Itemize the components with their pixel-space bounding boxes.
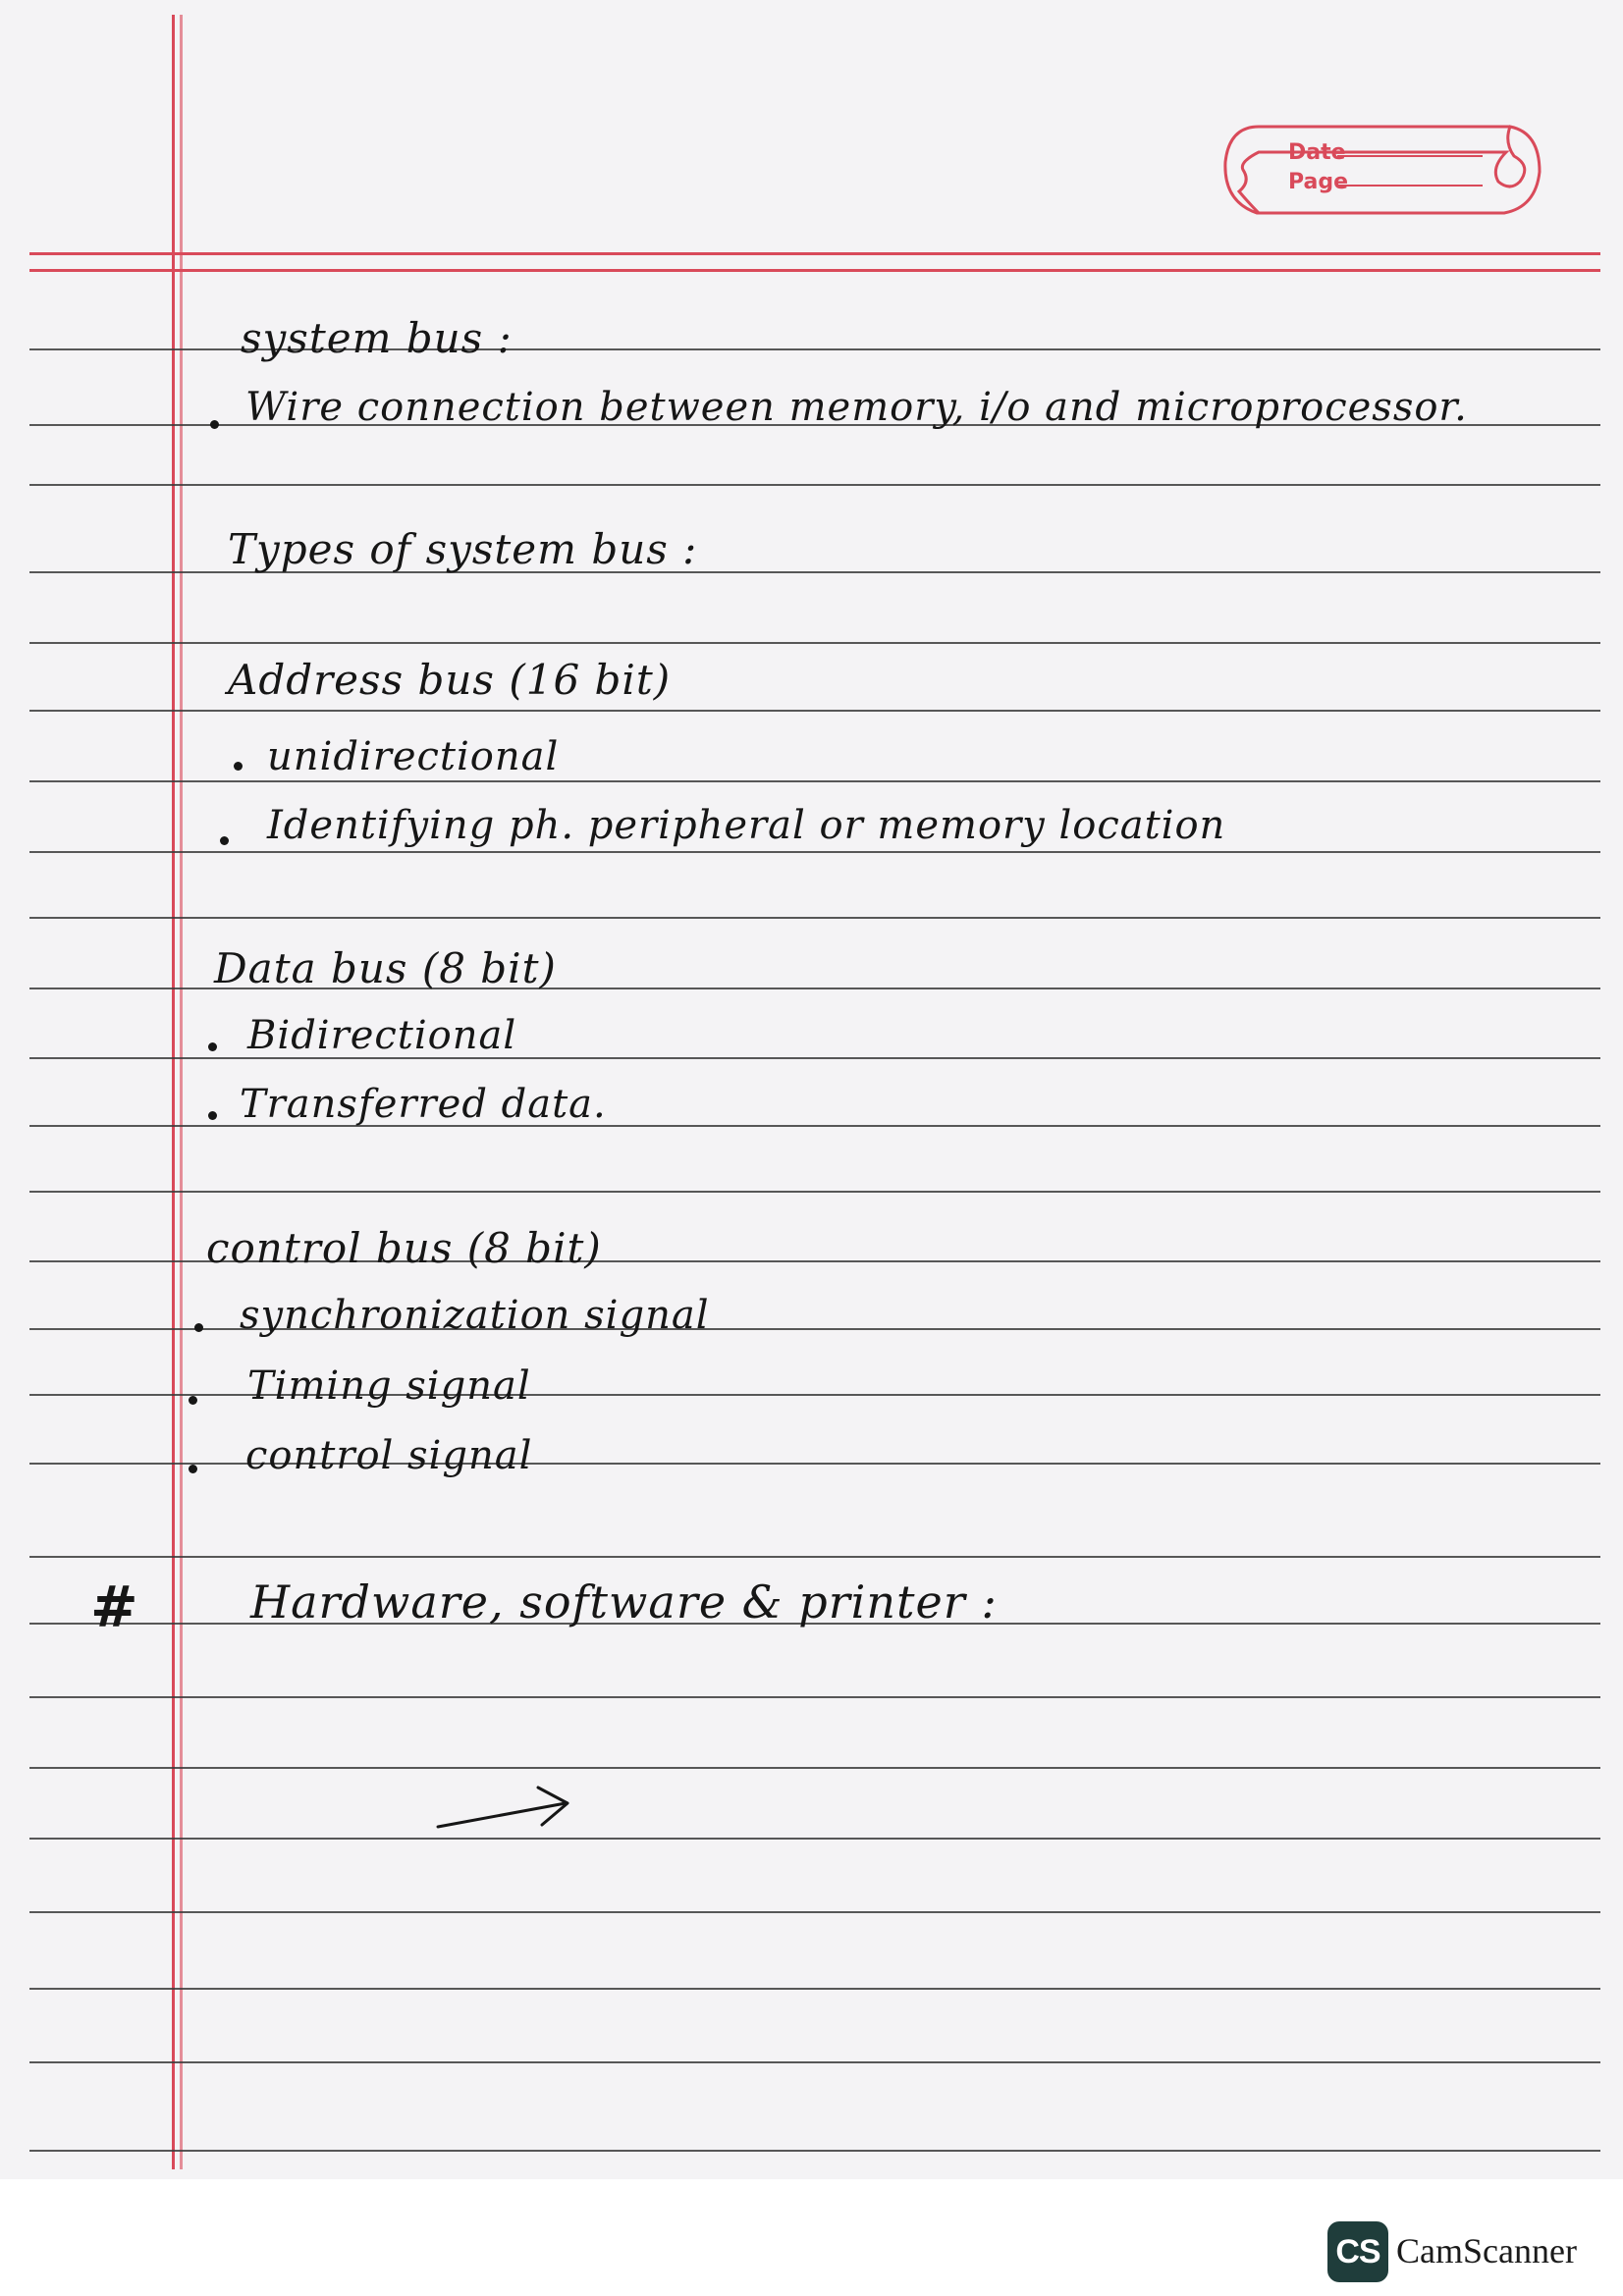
ruled-line [29, 1838, 1600, 1840]
ruled-line [29, 1696, 1600, 1698]
ruled-line [29, 1767, 1600, 1769]
hash-mark-icon: # [90, 1574, 138, 1640]
margin-line [172, 15, 175, 2169]
ruled-line [29, 642, 1600, 644]
data-bus-point: Bidirectional [247, 1013, 517, 1058]
bullet-dot [189, 1396, 197, 1405]
ruled-line [29, 484, 1600, 486]
date-label: Date [1288, 140, 1346, 165]
bullet-dot [194, 1323, 203, 1332]
control-bus-point: synchronization signal [240, 1293, 710, 1338]
margin-line [180, 15, 183, 2169]
header-rule [29, 269, 1600, 272]
bullet-dot [220, 836, 229, 845]
ruled-line [29, 780, 1600, 782]
bullet-dot [189, 1465, 197, 1473]
control-bus-point: control signal [245, 1433, 533, 1478]
bullet-dot [208, 1111, 217, 1120]
camscanner-name: CamScanner [1396, 2231, 1577, 2270]
ruled-line [29, 710, 1600, 712]
data-bus-point: Transferred data. [240, 1082, 607, 1127]
bullet-dot [210, 420, 219, 429]
address-bus-point: unidirectional [267, 734, 560, 779]
bullet-dot [234, 762, 243, 771]
page-label: Page [1288, 170, 1349, 194]
ruled-line [29, 851, 1600, 853]
header-rule [29, 252, 1600, 255]
bullet-dot [208, 1042, 217, 1051]
control-bus-point: Timing signal [247, 1363, 531, 1409]
date-page-badge [1219, 113, 1543, 227]
ruled-line [29, 2150, 1600, 2152]
ruled-line [29, 1191, 1600, 1193]
address-bus-title: Address bus (16 bit) [228, 656, 672, 704]
ruled-line [29, 1988, 1600, 1990]
heading-types: Types of system bus : [228, 525, 698, 573]
ruled-line [29, 2061, 1600, 2063]
heading-system-bus: system bus : [241, 314, 513, 362]
control-bus-title: control bus (8 bit) [206, 1224, 602, 1272]
camscanner-logo-text: CS [1335, 2232, 1380, 2270]
badge-frame-icon [1219, 113, 1543, 227]
note-line-wire: Wire connection between memory, i/o and microprocessor. [245, 385, 1468, 430]
ruled-line [29, 1911, 1600, 1913]
address-bus-point: Identifying ph. peripheral or memory location [267, 803, 1226, 848]
heading-hardware: Hardware, software & printer : [250, 1575, 998, 1629]
data-bus-title: Data bus (8 bit) [214, 944, 557, 992]
arrow-icon [432, 1782, 579, 1841]
ruled-line [29, 1556, 1600, 1558]
ruled-line [29, 917, 1600, 919]
camscanner-logo-icon [1327, 2221, 1388, 2282]
